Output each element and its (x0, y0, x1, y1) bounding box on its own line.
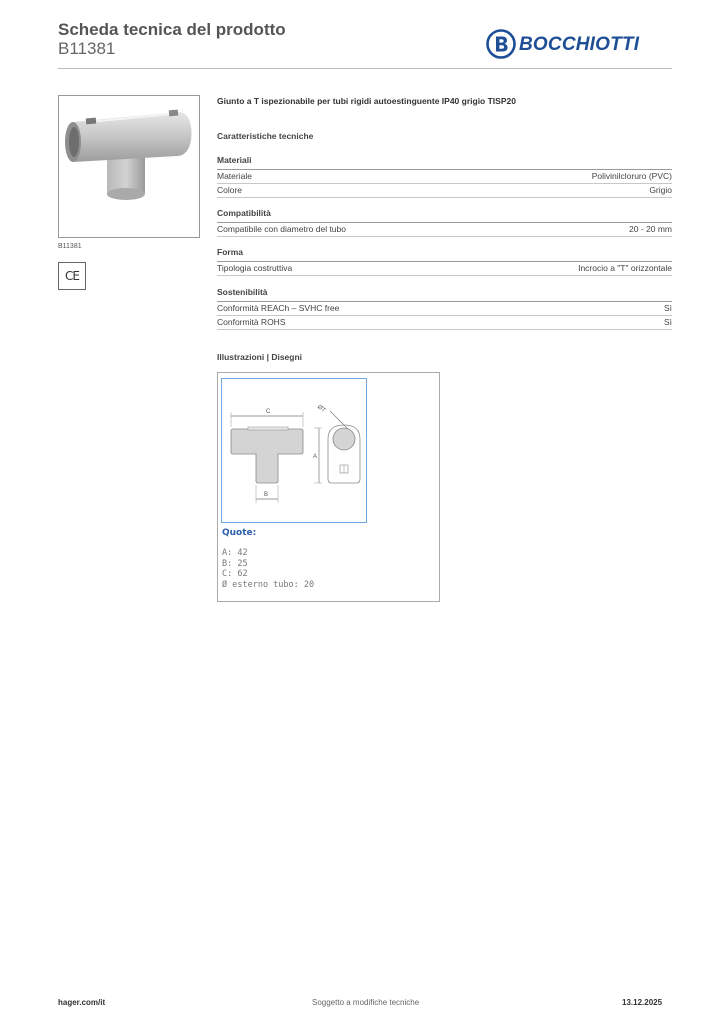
brand-logo (486, 29, 666, 59)
spec-value: 20 - 20 mm (629, 224, 672, 234)
bocchiotti-b-logo-icon (486, 29, 516, 59)
footer-website: hager.com/it (58, 998, 106, 1007)
ce-mark-icon (58, 262, 86, 290)
quote-item: B: 25 (222, 558, 248, 569)
ce-mark-label: CE (65, 269, 79, 283)
footer-disclaimer: Soggetto a modifiche tecniche (312, 998, 420, 1007)
tech-heading: Caratteristiche tecniche (217, 131, 314, 141)
dimension-b-label: B (264, 492, 269, 498)
spec-row (217, 184, 672, 198)
quote-item: Ø esterno tubo: 20 (222, 579, 315, 590)
spec-label: Conformità ROHS (217, 317, 286, 327)
spec-row (217, 316, 672, 330)
spec-label: Tipologia costruttiva (217, 263, 293, 273)
quotes-title: Quote: (222, 528, 257, 538)
quotes-list (222, 548, 314, 590)
quote-item: A: 42 (222, 548, 248, 558)
spec-row (217, 223, 672, 237)
product-description: Giunto a T ispezionabile per tubi rigidi autoestinguente IP40 grigio TISP20 (217, 96, 516, 106)
section-title: Sostenibilità (217, 287, 672, 302)
section-materiali (217, 155, 672, 198)
dimension-c-label: C (266, 409, 271, 415)
spec-label: Materiale (217, 171, 252, 181)
spec-value: Sì (663, 303, 672, 313)
photo-caption: B11381 (58, 243, 82, 250)
section-forma (217, 247, 672, 276)
spec-value: Sì (663, 317, 672, 327)
document-title: Scheda tecnica del prodotto (58, 20, 286, 39)
spec-value: Polivinilcloruro (PVC) (591, 171, 672, 181)
product-code: B11381 (58, 39, 116, 58)
technical-drawing (221, 378, 367, 523)
section-title: Compatibilità (217, 208, 672, 223)
dimension-a-label: A (313, 454, 318, 460)
illustrations-heading: Illustrazioni | Disegni (217, 352, 303, 362)
spec-label: Colore (217, 185, 243, 195)
product-photo (58, 95, 200, 238)
footer-date: 13.12.2025 (622, 998, 663, 1007)
section-title: Forma (217, 247, 672, 262)
quote-item: C: 62 (222, 569, 248, 579)
diameter-label: ØT (315, 404, 327, 415)
spec-value: Grigio (649, 185, 672, 195)
brand-name: BOCCHIOTTI (519, 34, 640, 55)
spec-label: Compatibile con diametro del tubo (217, 224, 346, 234)
t-junction-drawing-icon (222, 379, 366, 522)
spec-row (217, 262, 672, 276)
spec-row (217, 302, 672, 316)
spec-row (217, 170, 672, 184)
section-sostenibilita (217, 287, 672, 330)
spec-label: Conformità REACh – SVHC free (217, 303, 340, 313)
header-divider (58, 68, 672, 69)
section-compatibilita (217, 208, 672, 237)
spec-value: Incrocio a "T" orizzontale (578, 263, 672, 273)
section-title: Materiali (217, 155, 672, 170)
t-junction-product-photo-icon (59, 96, 199, 237)
